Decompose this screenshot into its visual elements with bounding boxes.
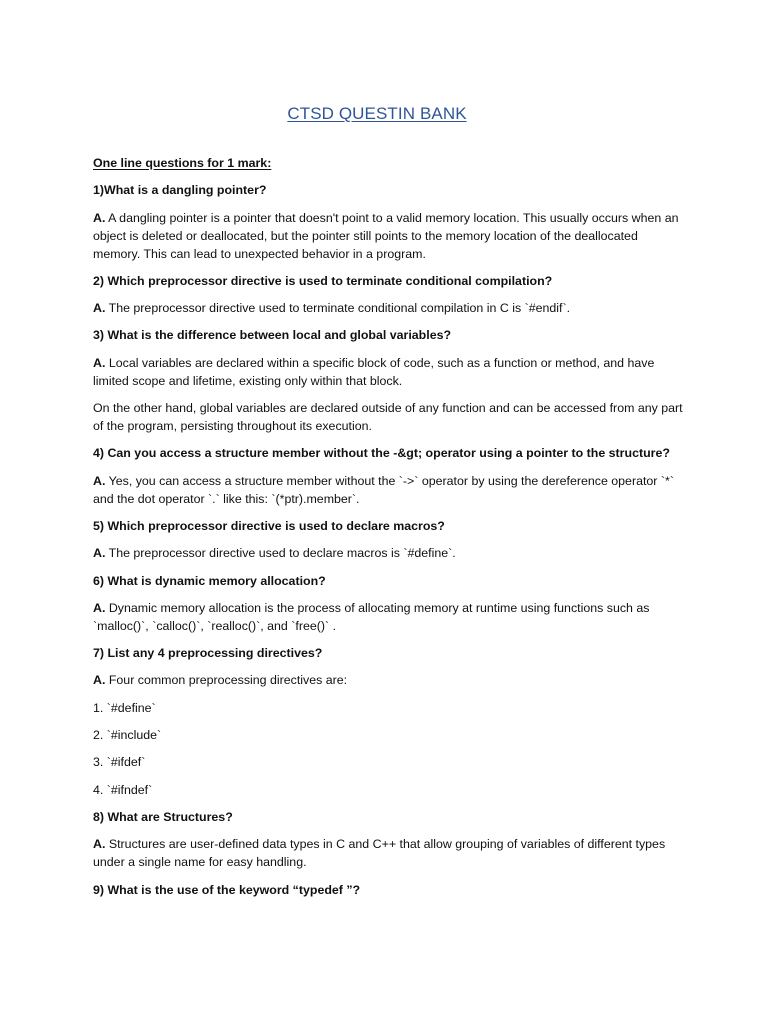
- answer-3: [93, 354, 683, 390]
- answer-label: A.: [93, 473, 106, 488]
- question-4: 4) Can you access a structure member without the -&gt; operator using a pointer to the structure?: [93, 446, 670, 461]
- answer-8: [93, 835, 683, 871]
- document-title: CTSD QUESTIN BANK: [287, 104, 467, 123]
- list-item: 2. `#include`: [93, 728, 162, 743]
- question-3: 3) What is the difference between local and global variables?: [93, 328, 452, 343]
- answer-label: A.: [93, 210, 106, 225]
- answer-label: A.: [93, 355, 106, 370]
- answer-label: A.: [93, 301, 106, 316]
- answer-4: [93, 472, 683, 508]
- list-item: 4. `#ifndef`: [93, 782, 153, 797]
- answer-7: [93, 671, 683, 689]
- answer-5: [93, 544, 683, 562]
- answer-6-text: Dynamic memory allocation is the process of allocating memory at runtime using functions such as `malloc()`, `calloc()`, `realloc()`, and `free()` .: [93, 600, 650, 633]
- question-2: 2) Which preprocessor directive is used to terminate conditional compilation?: [93, 273, 553, 288]
- list-item: 3. `#ifdef`: [93, 755, 146, 770]
- document-content: [93, 154, 683, 908]
- answer-8-text: Structures are user-defined data types in C and C++ that allow grouping of variables of different types under a single name for easy handling.: [93, 837, 666, 870]
- answer-5-text: The preprocessor directive used to declare macros is `#define`.: [105, 546, 456, 561]
- answer-2: [93, 299, 683, 317]
- list-item: 1. `#define`: [93, 700, 156, 715]
- answer-2-text: The preprocessor directive used to terminate conditional compilation in C is `#endif`.: [105, 301, 571, 316]
- answer-3-continued: On the other hand, global variables are declared outside of any function and can be accessed from any part of the program, persisting throughout its execution.: [93, 401, 683, 434]
- question-1: 1)What is a dangling pointer?: [93, 183, 267, 198]
- answer-1-text: A dangling pointer is a pointer that doesn't point to a valid memory location. This usually occurs when an object is deleted or deallocated, but the pointer still points to the memory location of the deallocated memory. This can lead to unexpected behavior in a program.: [93, 210, 679, 261]
- answer-label: A.: [93, 837, 106, 852]
- question-6: 6) What is dynamic memory allocation?: [93, 573, 326, 588]
- answer-3-text: Local variables are declared within a specific block of code, such as a function or method, and have limited scope and lifetime, existing only within that block.: [93, 355, 655, 388]
- question-8: 8) What are Structures?: [93, 809, 233, 824]
- section-heading: One line questions for 1 mark:: [93, 156, 272, 170]
- answer-7-text: Four common preprocessing directives are:: [105, 673, 348, 688]
- answer-label: A.: [93, 673, 106, 688]
- answer-1: [93, 209, 683, 263]
- answer-4-text: Yes, you can access a structure member without the `->` operator by using the dereference operator `*` and the dot operator `.` like this: `(*ptr).member`.: [93, 473, 674, 506]
- question-7: 7) List any 4 preprocessing directives?: [93, 646, 323, 661]
- answer-6: [93, 599, 683, 635]
- answer-label: A.: [93, 546, 106, 561]
- answer-label: A.: [93, 600, 106, 615]
- question-5: 5) Which preprocessor directive is used to declare macros?: [93, 518, 445, 533]
- question-9: 9) What is the use of the keyword “typedef ”?: [93, 882, 361, 897]
